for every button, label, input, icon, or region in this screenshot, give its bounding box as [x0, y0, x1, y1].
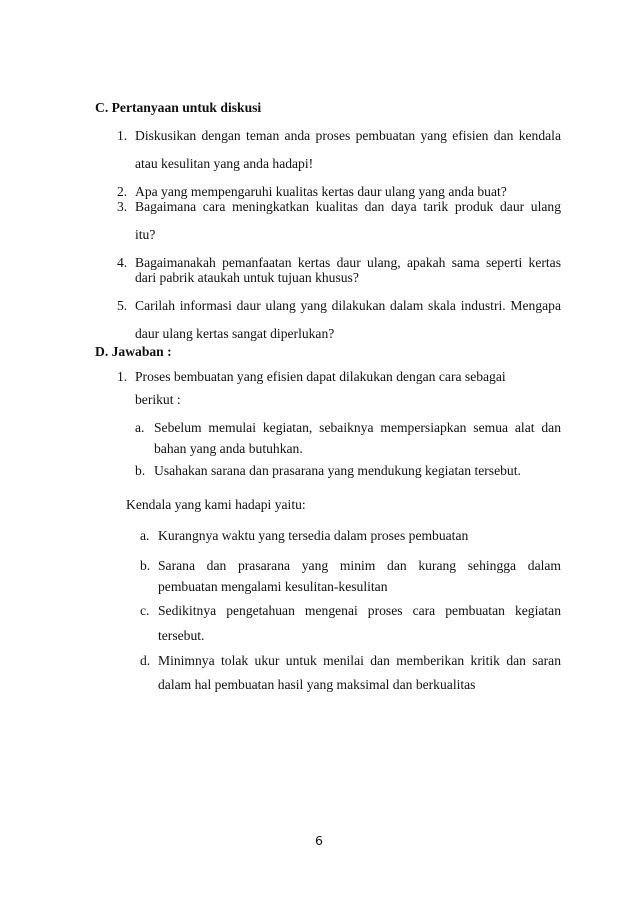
answer-number: 1.: [117, 369, 128, 384]
answer-text: berikut :: [135, 392, 181, 407]
question-number: 2.: [117, 184, 128, 199]
step-letter: b.: [135, 463, 146, 478]
section-c-heading: C. Pertanyaan untuk diskusi: [95, 100, 262, 115]
obstacle-text: Kurangnya waktu yang tersedia dalam proses pembuatan: [158, 528, 469, 543]
question-number: 5.: [117, 298, 128, 313]
obstacle-text: dalam hal pembuatan hasil yang maksimal dan berkualitas: [158, 677, 476, 692]
question-text: Bagaimanakah pemanfaatan kertas daur ulang, apakah sama seperti kertas: [135, 255, 561, 270]
question-number: 4.: [117, 255, 128, 270]
obstacle-text: Minimnya tolak ukur untuk menilai dan memberikan kritik dan saran: [158, 653, 561, 668]
question-text: Apa yang mempengaruhi kualitas kertas daur ulang yang anda buat?: [135, 184, 507, 199]
question-text: atau kesulitan yang anda hadapi!: [135, 156, 314, 171]
question-text: dari pabrik ataukah untuk tujuan khusus?: [135, 270, 359, 285]
answer-text: Proses bembuatan yang efisien dapat dilakukan dengan cara sebagai: [135, 369, 506, 384]
page-number: 6: [315, 833, 323, 848]
obstacle-text: pembuatan mengalami kesulitan-kesulitan: [158, 579, 388, 594]
obstacle-text: Sarana dan prasarana yang minim dan kurang sehingga dalam: [158, 558, 561, 573]
step-text: Usahakan sarana dan prasarana yang mendukung kegiatan tersebut.: [154, 463, 521, 478]
question-text: daur ulang kertas sangat diperlukan?: [135, 326, 335, 341]
question-text: itu?: [135, 227, 156, 242]
obstacles-intro: Kendala yang kami hadapi yaitu:: [126, 497, 306, 512]
step-letter: a.: [135, 420, 145, 435]
question-text: Carilah informasi daur ulang yang dilakukan dalam skala industri. Mengapa: [135, 298, 561, 313]
obstacle-text: tersebut.: [158, 628, 205, 643]
section-d-heading: D. Jawaban :: [95, 344, 172, 359]
question-text: Diskusikan dengan teman anda proses pembuatan yang efisien dan kendala: [135, 128, 561, 143]
obstacle-letter: d.: [140, 653, 151, 668]
question-number: 1.: [117, 128, 128, 143]
obstacle-text: Sedikitnya pengetahuan mengenai proses cara pembuatan kegiatan: [158, 603, 561, 618]
obstacle-letter: c.: [140, 603, 150, 618]
obstacle-letter: a.: [140, 528, 150, 543]
question-text: Bagaimana cara meningkatkan kualitas dan daya tarik produk daur ulang: [135, 199, 561, 214]
step-text: bahan yang anda butuhkan.: [154, 441, 303, 456]
question-number: 3.: [117, 199, 128, 214]
step-text: Sebelum memulai kegiatan, sebaiknya mempersiapkan semua alat dan: [154, 420, 561, 435]
obstacle-letter: b.: [140, 558, 151, 573]
